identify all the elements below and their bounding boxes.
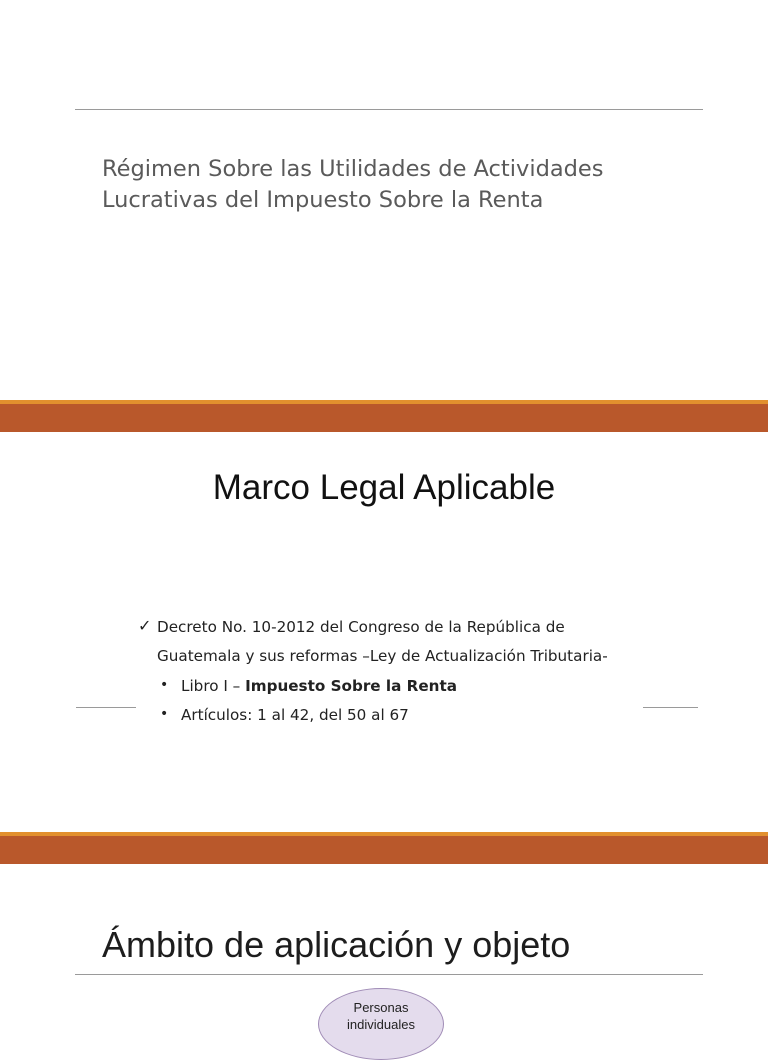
sub-item-libro (181, 677, 457, 695)
slide-separator (0, 400, 768, 432)
bullet-icon: • (160, 706, 169, 722)
slide-separator-accent (0, 832, 768, 836)
slide-2-title: Marco Legal Aplicable (212, 468, 556, 507)
slide-3-title: Ámbito de aplicación y objeto (102, 924, 571, 965)
list-item-decreto-line-2: Guatemala y sus reformas –Ley de Actualización Tributaria- (157, 647, 608, 665)
sub-item-libro-prefix: Libro I – (181, 677, 246, 695)
list-item-decreto-line-1: Decreto No. 10-2012 del Congreso de la República de (157, 618, 565, 636)
personas-individuales-bubble (318, 988, 444, 1060)
slide-3 (0, 864, 768, 1032)
slide-separator (0, 832, 768, 864)
title-rule (75, 974, 703, 975)
bubble-line-1: Personas (353, 1000, 409, 1015)
sub-item-libro-bold: Impuesto Sobre la Renta (245, 677, 457, 695)
bullet-icon: • (160, 677, 169, 693)
slide-separator-accent (0, 400, 768, 404)
slide-2 (0, 432, 768, 832)
slide-1-title (102, 154, 702, 216)
bubble-line-2: individuales (347, 1017, 415, 1032)
right-rule (643, 707, 698, 708)
title-rule (75, 109, 703, 110)
left-rule (76, 707, 136, 708)
checkmark-icon: ✓ (138, 616, 152, 635)
slide-1 (0, 0, 768, 400)
slide-1-title-line-2: Lucrativas del Impuesto Sobre la Renta (102, 187, 544, 213)
sub-item-articulos: Artículos: 1 al 42, del 50 al 67 (181, 706, 409, 724)
slide-1-title-line-1: Régimen Sobre las Utilidades de Actividades (102, 156, 604, 182)
